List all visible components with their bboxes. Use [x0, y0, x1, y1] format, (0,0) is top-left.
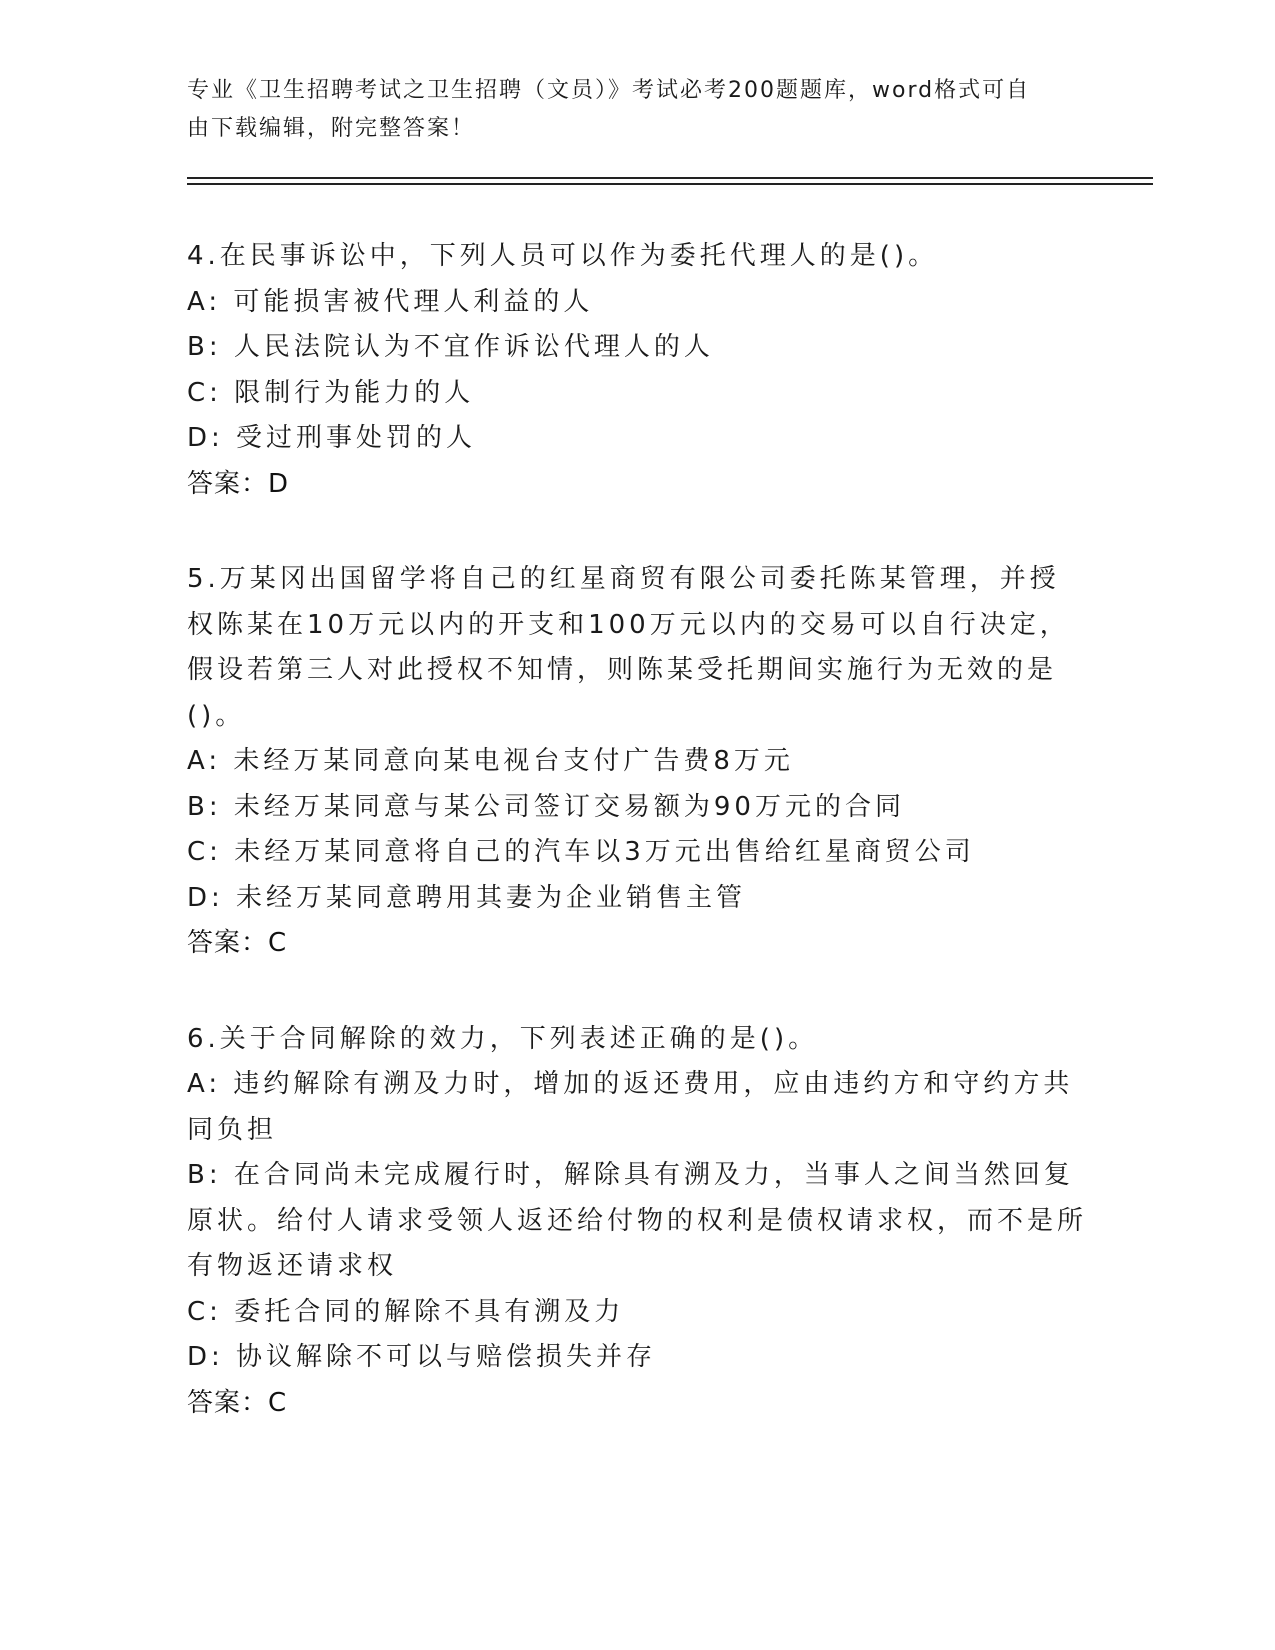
- option-b: [187, 1153, 1087, 1290]
- option-letter: D:: [187, 423, 224, 453]
- option-letter: B:: [187, 791, 222, 822]
- question-6: [187, 1017, 1087, 1427]
- option-text: 受过刑事处罚的人: [236, 423, 477, 453]
- option-letter: A:: [187, 746, 222, 776]
- question-stem: 5.万某冈出国留学将自己的红星商贸有限公司委托陈某管理，并授权陈某在10万元以内的开支和100万元以内的交易可以自行决定，假设若第三人对此授权不知情，则陈某受托期间实施行为无效的是()。: [187, 564, 1070, 731]
- option-letter: C:: [187, 377, 222, 408]
- option-d: [187, 876, 1087, 922]
- option-text: 违约解除有溯及力时，增加的返还费用，应由违约方和守约方共同负担: [187, 1069, 1074, 1145]
- question-4: [187, 234, 1087, 507]
- answer-label: 答案：C: [187, 1387, 288, 1418]
- option-letter: D:: [187, 1342, 224, 1372]
- option-c: [187, 371, 1087, 417]
- option-b: [187, 325, 1087, 371]
- header-divider-bottom: [187, 183, 1153, 185]
- document-header: [187, 72, 1087, 148]
- header-divider-top: [187, 177, 1153, 179]
- question-5: [187, 557, 1087, 967]
- option-letter: B:: [187, 1160, 222, 1190]
- option-d: [187, 416, 1087, 462]
- option-text: 协议解除不可以与赔偿损失并存: [236, 1342, 657, 1372]
- option-text: 可能损害被代理人利益的人: [233, 286, 594, 317]
- option-letter: D:: [187, 882, 224, 913]
- option-a: [187, 1062, 1087, 1153]
- option-a: [187, 280, 1087, 326]
- option-a: [187, 739, 1087, 785]
- option-text: 未经万某同意聘用其妻为企业销售主管: [236, 882, 747, 913]
- option-text: 委托合同的解除不具有溯及力: [234, 1296, 625, 1327]
- header-line-1: 专业《卫生招聘考试之卫生招聘（文员）》考试必考200题题库，word格式可自: [187, 78, 1031, 103]
- option-text: 未经万某同意向某电视台支付广告费8万元: [233, 746, 794, 776]
- option-text: 未经万某同意将自己的汽车以3万元出售给红星商贸公司: [234, 837, 975, 867]
- option-d: [187, 1335, 1087, 1381]
- option-c: [187, 830, 1087, 876]
- header-line-2: 由下载编辑，附完整答案！: [187, 116, 476, 141]
- option-letter: B:: [187, 332, 222, 362]
- question-stem: 6.关于合同解除的效力，下列表述正确的是()。: [187, 1023, 819, 1054]
- option-text: 人民法院认为不宜作诉讼代理人的人: [233, 332, 714, 362]
- question-stem: 4.在民事诉讼中，下列人员可以作为委托代理人的是()。: [187, 241, 939, 271]
- option-text: 未经万某同意与某公司签订交易额为90万元的合同: [233, 791, 905, 822]
- option-c: [187, 1290, 1087, 1336]
- option-b: [187, 785, 1087, 831]
- option-text: 限制行为能力的人: [234, 377, 475, 408]
- option-letter: A:: [187, 1069, 222, 1099]
- question-list: [187, 234, 1087, 1476]
- option-text: 在合同尚未完成履行时，解除具有溯及力，当事人之间当然回复原状。给付人请求受领人返还给付物的权利是债权请求权，而不是所有物返还请求权: [187, 1160, 1088, 1281]
- option-letter: C:: [187, 837, 222, 867]
- option-letter: C:: [187, 1296, 222, 1327]
- answer-label: 答案：C: [187, 928, 288, 958]
- answer-label: 答案：D: [187, 468, 290, 499]
- option-letter: A:: [187, 286, 222, 317]
